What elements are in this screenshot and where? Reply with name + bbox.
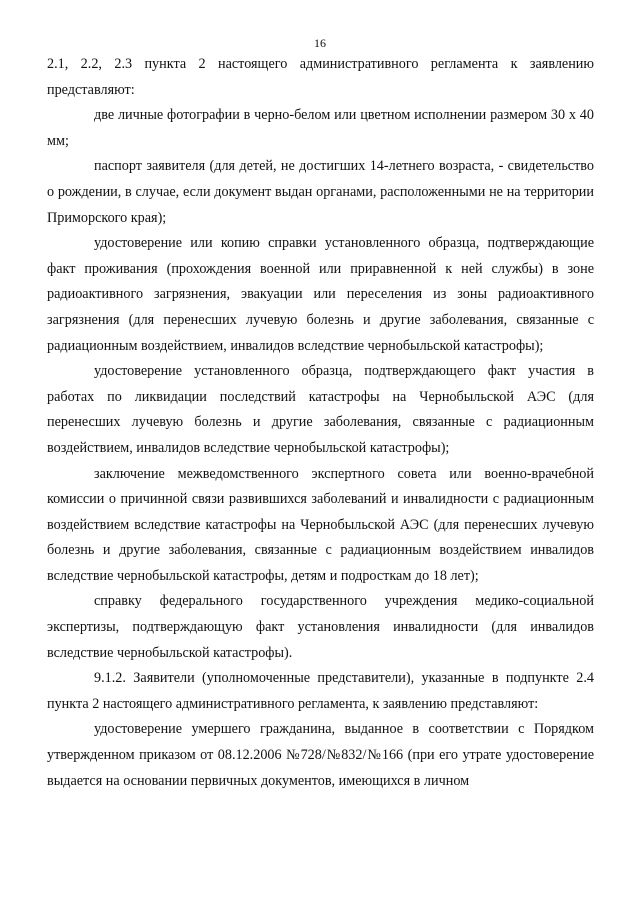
paragraph-passport: паспорт заявителя (для детей, не достигших 14-летнего возраста, - свидетельство о рождении, в случае, если документ выдан органами, расположенными не на территории Приморского края); <box>47 158 594 226</box>
paragraph-liquidation-certificate: удостоверение установленного образца, подтверждающего факт участия в работах по ликвидации последствий катастрофы на Чернобыльской АЭС (для перенесших лучевую болезнь и другие заболевания, связанные с радиационным воздействием, инвалидов вследствие чернобыльской катастрофы); <box>47 363 594 456</box>
paragraph-residence-certificate: удостоверение или копию справки установленного образца, подтверждающие факт проживания (прохождения военной или приравненной к ней службы) в зоне радиоактивного загрязнения, эвакуации или переселения из зоны радиоактивного загрязнения (для перенесших лучевую болезнь и другие заболевания, связанные с радиационным воздействием, инвалидов вследствие чернобыльской катастрофы); <box>47 235 594 354</box>
paragraph-deceased-certificate: удостоверение умершего гражданина, выданное в соответствии с Порядком утвержденном приказом от 08.12.2006 №728/№832/№166 (при его утрате удостоверение выдается на основании первичных документов, имеющихся в личном <box>47 721 594 789</box>
document-body <box>47 52 594 794</box>
paragraph-section-9-1-2: 9.1.2. Заявители (уполномоченные представители), указанные в подпункте 2.4 пункта 2 настоящего административного регламента, к заявлению представляют: <box>47 670 594 712</box>
paragraph-photos: две личные фотографии в черно-белом или цветном исполнении размером 30 х 40 мм; <box>47 107 594 149</box>
paragraph-continuation: 2.1, 2.2, 2.3 пункта 2 настоящего административного регламента к заявлению представляют: <box>47 56 594 98</box>
page-number: 16 <box>314 36 326 50</box>
paragraph-expert-conclusion: заключение межведомственного экспертного совета или военно-врачебной комиссии о причинной связи развившихся заболеваний и инвалидности с радиационным воздействием вследствие катастрофы на Чернобыльской АЭС (для перенесших лучевую болезнь и другие заболевания, связанные с радиационным воздействием инвалидов вследствие чернобыльской катастрофы, детям и подросткам до 18 лет); <box>47 465 594 584</box>
paragraph-disability-certificate: справку федерального государственного учреждения медико-социальной экспертизы, подтверждающую факт установления инвалидности (для инвалидов вследствие чернобыльской катастрофы). <box>47 593 594 661</box>
